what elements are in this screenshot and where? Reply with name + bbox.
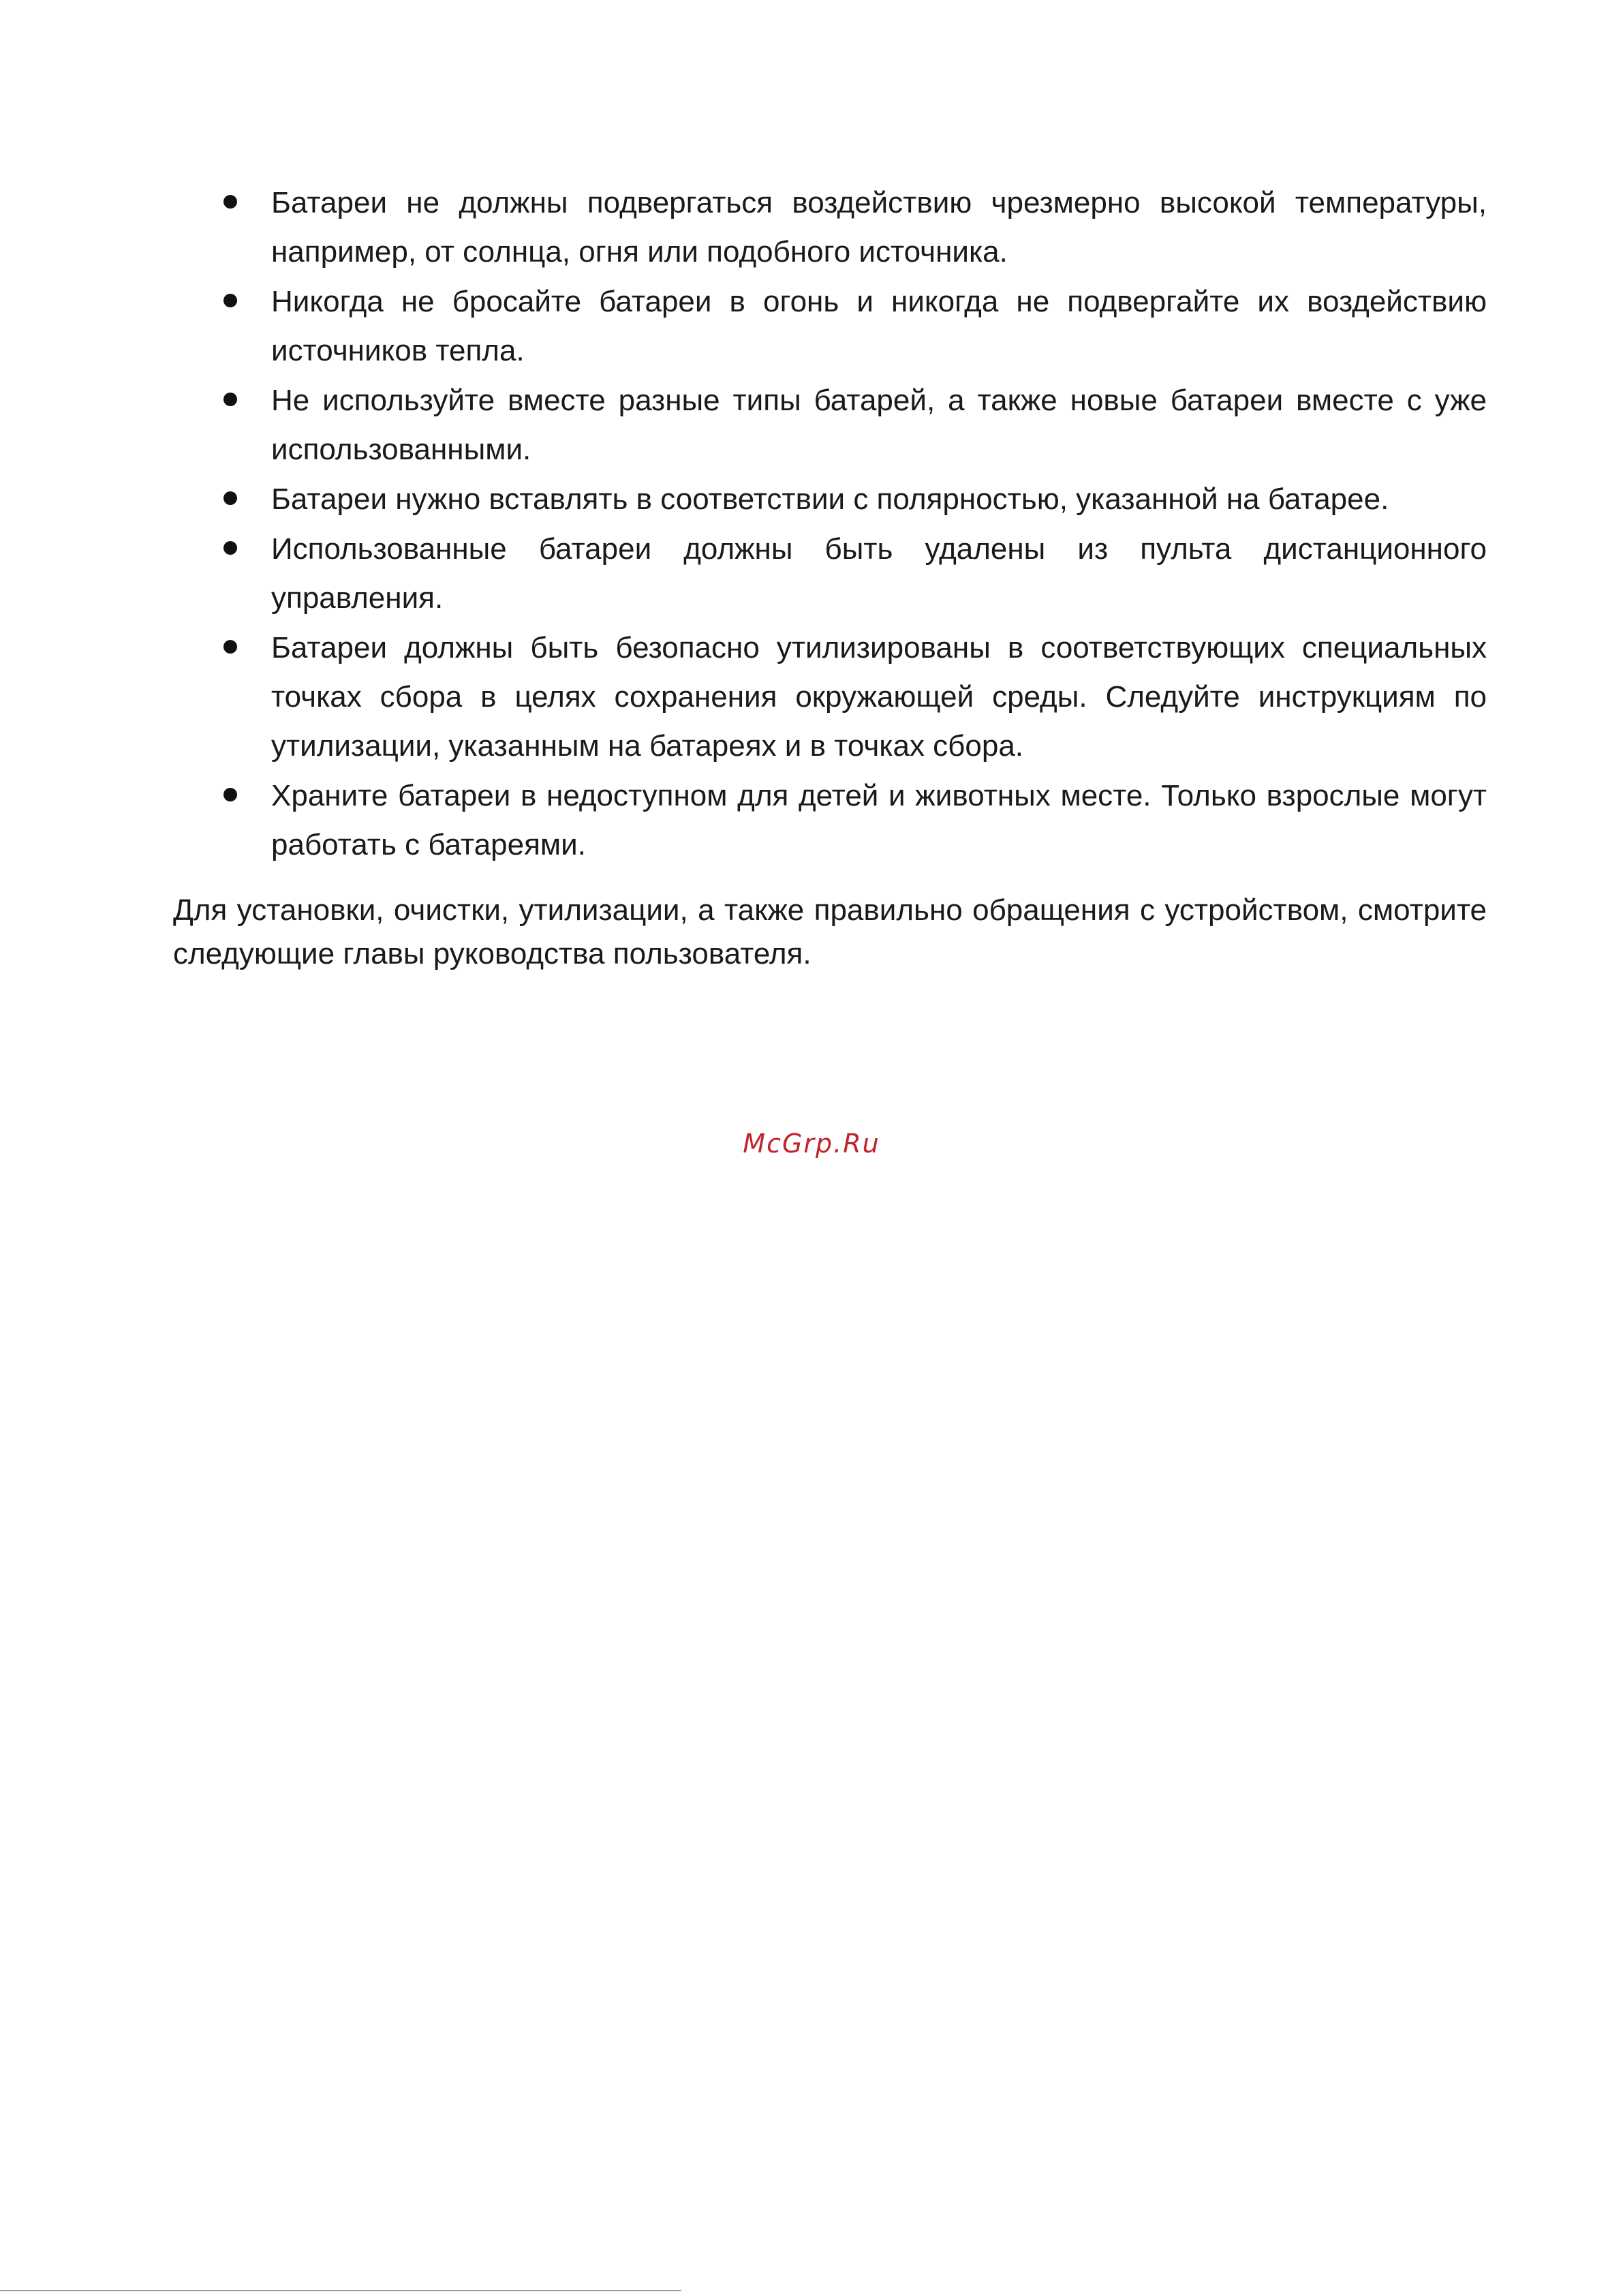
bullet-icon bbox=[223, 195, 237, 209]
list-item bbox=[218, 771, 1487, 870]
list-item bbox=[218, 277, 1487, 376]
list-item-text: Не используйте вместе разные типы батарей, а также новые батареи вместе с уже использованными. bbox=[271, 384, 1487, 466]
list-item bbox=[218, 376, 1487, 474]
bullet-icon bbox=[223, 788, 237, 801]
list-item-text: Батареи не должны подвергаться воздействию чрезмерно высокой температуры, например, от солнца, огня или подобного источника. bbox=[271, 186, 1487, 269]
watermark-link[interactable]: McGrp.Ru bbox=[743, 1129, 880, 1159]
footer-divider bbox=[0, 2290, 681, 2291]
list-item bbox=[218, 475, 1487, 524]
list-item-text: Батареи нужно вставлять в соответствии с полярностью, указанной на батарее. bbox=[271, 483, 1389, 516]
bullet-icon bbox=[223, 640, 237, 654]
list-item bbox=[218, 624, 1487, 771]
bullet-icon bbox=[223, 294, 237, 307]
list-item-text: Использованные батареи должны быть удалены из пульта дистанционного управления. bbox=[271, 532, 1487, 615]
bullet-icon bbox=[223, 393, 237, 406]
list-item-text: Никогда не бросайте батареи в огонь и никогда не подвергайте их воздействию источников тепла. bbox=[271, 285, 1487, 367]
bullet-icon bbox=[223, 491, 237, 505]
list-item bbox=[218, 179, 1487, 277]
bullet-icon bbox=[223, 541, 237, 555]
closing-paragraph: Для установки, очистки, утилизации, а также правильно обращения с устройством, смотрите следующие главы руководства пользователя. bbox=[173, 893, 1487, 970]
list-item-text: Батареи должны быть безопасно утилизированы в соответствующих специальных точках сбора в целях сохранения окружающей среды. Следуйте инструкциям по утилизации, указанным на батареях и в точках сбора. bbox=[271, 631, 1487, 763]
list-item bbox=[218, 525, 1487, 623]
battery-safety-list bbox=[218, 179, 1487, 870]
list-item-text: Храните батареи в недоступном для детей и животных месте. Только взрослые могут работать с батареями. bbox=[271, 779, 1487, 861]
